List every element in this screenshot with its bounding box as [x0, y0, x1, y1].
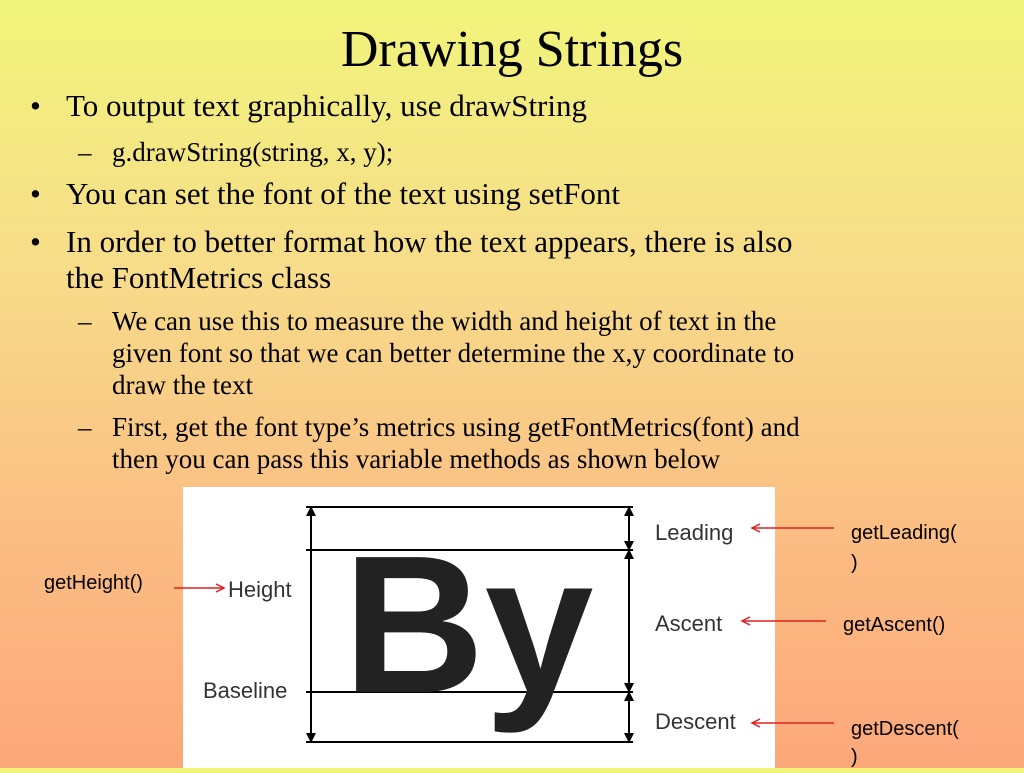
- ascent-label: Ascent: [655, 611, 723, 636]
- bullet-text-line: the FontMetrics class: [66, 260, 332, 295]
- sub-bullet-marker: –: [78, 306, 92, 336]
- sub-bullet-text-line: First, get the font type’s metrics using getFontMetrics(font) and: [112, 412, 800, 442]
- bullet-text-line: In order to better format how the text appears, there is also: [66, 224, 793, 259]
- sample-glyphs: By: [343, 515, 594, 734]
- sub-bullet-text: g.drawString(string, x, y);: [112, 137, 394, 167]
- get-height-label: getHeight(): [44, 572, 143, 594]
- bullet-marker: •: [30, 88, 41, 123]
- get-ascent-label: getAscent(): [843, 614, 946, 636]
- sub-bullet-marker: –: [78, 137, 92, 167]
- get-leading-label-line1: getLeading(: [851, 522, 957, 544]
- height-label: Height: [228, 577, 292, 602]
- font-metrics-figure: [183, 487, 775, 768]
- sub-bullet-text-line: We can use this to measure the width and height of text in the: [112, 306, 777, 336]
- sub-bullet-text-line: then you can pass this variable methods as shown below: [112, 444, 721, 474]
- get-descent-label-line1: getDescent(: [851, 718, 959, 740]
- leading-label: Leading: [655, 520, 734, 545]
- get-leading-label-line2: ): [851, 552, 858, 574]
- slide-title: Drawing Strings: [340, 21, 684, 78]
- height-pointer-arrow: [160, 578, 230, 598]
- bullet-text: To output text graphically, use drawString: [66, 88, 587, 123]
- descent-label: Descent: [655, 709, 736, 734]
- sub-bullet-text-line: given font so that we can better determine the x,y coordinate to: [112, 338, 795, 368]
- bullet-text: You can set the font of the text using setFont: [66, 176, 620, 211]
- descent-pointer-arrow: [748, 713, 838, 733]
- get-descent-label-line2: ): [851, 746, 858, 768]
- sub-bullet-marker: –: [78, 412, 92, 442]
- bullet-marker: •: [30, 176, 41, 211]
- bullet-marker: •: [30, 224, 41, 259]
- leading-pointer-arrow: [748, 518, 838, 538]
- font-metrics-diagram: [183, 487, 775, 768]
- ascent-pointer-arrow: [738, 611, 830, 631]
- sub-bullet-text-line: draw the text: [112, 370, 253, 400]
- baseline-label: Baseline: [203, 678, 288, 703]
